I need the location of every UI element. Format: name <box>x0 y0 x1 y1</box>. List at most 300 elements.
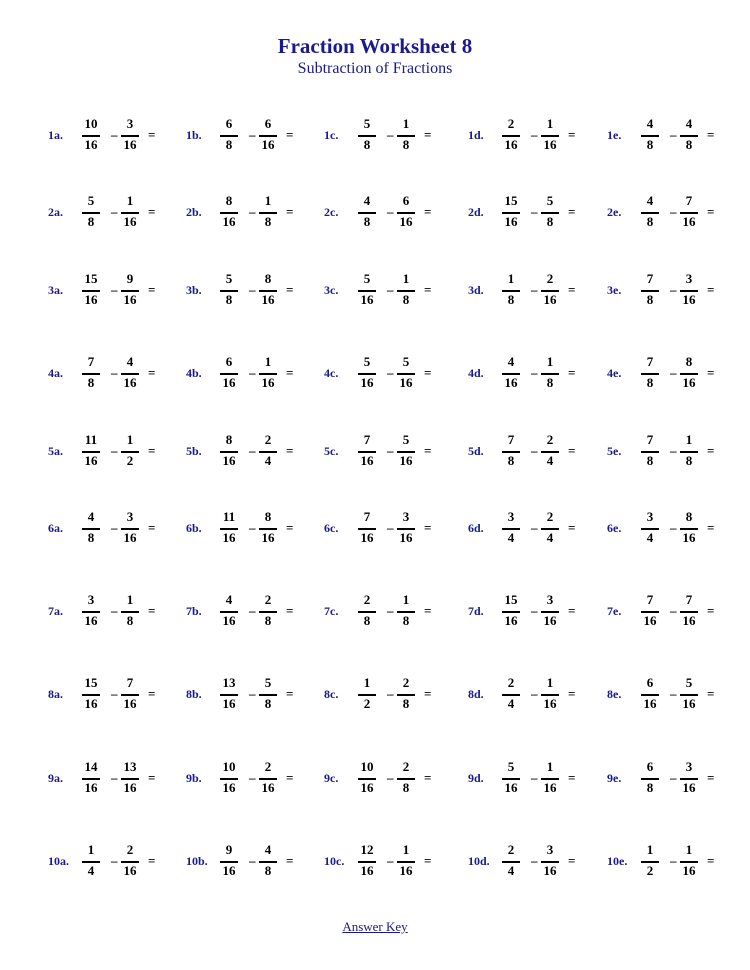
problem-label: 2d. <box>468 205 484 219</box>
numerator: 5 <box>546 193 554 208</box>
numerator: 5 <box>507 759 515 774</box>
minus-sign: – <box>531 686 538 701</box>
equals-sign: = <box>148 520 156 535</box>
problem <box>607 116 747 156</box>
problem-label: 9b. <box>186 771 202 785</box>
fraction-1 <box>76 432 106 472</box>
fraction-2 <box>535 592 565 632</box>
denominator: 16 <box>222 530 236 545</box>
denominator: 16 <box>84 453 98 468</box>
problem <box>48 354 188 394</box>
problem-label: 1d. <box>468 128 484 142</box>
equals-sign: = <box>148 686 156 701</box>
equals-sign: = <box>424 603 432 618</box>
denominator: 8 <box>646 214 654 229</box>
fraction-2 <box>253 759 283 799</box>
problem-label: 4a. <box>48 366 63 380</box>
fraction-1 <box>496 509 526 549</box>
minus-sign: – <box>111 853 118 868</box>
numerator: 2 <box>126 842 134 857</box>
numerator: 2 <box>402 675 410 690</box>
denominator: 16 <box>261 292 275 307</box>
denominator: 16 <box>84 137 98 152</box>
numerator: 8 <box>685 354 693 369</box>
problem <box>186 354 326 394</box>
minus-sign: – <box>111 770 118 785</box>
numerator: 3 <box>126 509 134 524</box>
denominator: 8 <box>685 453 693 468</box>
denominator: 2 <box>646 863 654 878</box>
problem <box>607 193 747 233</box>
numerator: 5 <box>363 271 371 286</box>
problem <box>468 271 608 311</box>
equals-sign: = <box>424 520 432 535</box>
denominator: 8 <box>402 696 410 711</box>
equals-sign: = <box>568 365 576 380</box>
fraction-2 <box>391 759 421 799</box>
fraction-2 <box>115 759 145 799</box>
fraction-1 <box>352 193 382 233</box>
fraction-1 <box>214 193 244 233</box>
denominator: 16 <box>543 863 557 878</box>
problem-label: 3a. <box>48 283 63 297</box>
denominator: 8 <box>546 375 554 390</box>
denominator: 16 <box>543 780 557 795</box>
fraction-1 <box>214 842 244 882</box>
fraction-1 <box>496 354 526 394</box>
fraction-2 <box>115 193 145 233</box>
denominator: 16 <box>123 780 137 795</box>
fraction-1 <box>635 592 665 632</box>
fraction-2 <box>535 842 565 882</box>
fraction-1 <box>352 759 382 799</box>
fraction-1 <box>635 842 665 882</box>
problem-label: 9c. <box>324 771 339 785</box>
numerator: 7 <box>646 354 654 369</box>
equals-sign: = <box>286 770 294 785</box>
problem <box>324 354 464 394</box>
denominator: 16 <box>222 780 236 795</box>
problem <box>607 354 747 394</box>
equals-sign: = <box>424 853 432 868</box>
denominator: 16 <box>643 696 657 711</box>
denominator: 16 <box>222 613 236 628</box>
minus-sign: – <box>670 770 677 785</box>
problem-label: 7a. <box>48 604 63 618</box>
equals-sign: = <box>148 204 156 219</box>
denominator: 16 <box>504 375 518 390</box>
denominator: 4 <box>507 530 515 545</box>
denominator: 8 <box>363 214 371 229</box>
numerator: 15 <box>84 675 98 690</box>
fraction-1 <box>76 842 106 882</box>
numerator: 3 <box>685 759 693 774</box>
numerator: 7 <box>363 432 371 447</box>
problem <box>468 193 608 233</box>
fraction-1 <box>76 592 106 632</box>
problem-label: 10d. <box>468 854 490 868</box>
fraction-1 <box>352 271 382 311</box>
problem-label: 4e. <box>607 366 622 380</box>
denominator: 16 <box>123 696 137 711</box>
minus-sign: – <box>387 520 394 535</box>
fraction-1 <box>352 592 382 632</box>
numerator: 1 <box>402 271 410 286</box>
equals-sign: = <box>148 443 156 458</box>
problem <box>186 592 326 632</box>
fraction-2 <box>674 193 704 233</box>
problem-label: 8b. <box>186 687 202 701</box>
problem-label: 2e. <box>607 205 622 219</box>
problem-label: 7b. <box>186 604 202 618</box>
denominator: 16 <box>84 780 98 795</box>
problem-label: 8a. <box>48 687 63 701</box>
problem <box>607 592 747 632</box>
numerator: 5 <box>685 675 693 690</box>
numerator: 7 <box>507 432 515 447</box>
fraction-1 <box>496 842 526 882</box>
denominator: 16 <box>123 292 137 307</box>
equals-sign: = <box>707 520 715 535</box>
minus-sign: – <box>531 603 538 618</box>
fraction-1 <box>214 432 244 472</box>
numerator: 2 <box>507 116 515 131</box>
numerator: 1 <box>363 675 371 690</box>
minus-sign: – <box>670 520 677 535</box>
equals-sign: = <box>707 770 715 785</box>
fraction-2 <box>115 271 145 311</box>
denominator: 16 <box>682 375 696 390</box>
problem <box>48 116 188 156</box>
problem <box>186 271 326 311</box>
problem-label: 5e. <box>607 444 622 458</box>
denominator: 8 <box>87 375 95 390</box>
equals-sign: = <box>424 770 432 785</box>
fraction-2 <box>674 759 704 799</box>
minus-sign: – <box>670 443 677 458</box>
fraction-1 <box>496 592 526 632</box>
fraction-1 <box>352 354 382 394</box>
equals-sign: = <box>424 204 432 219</box>
numerator: 8 <box>225 193 233 208</box>
numerator: 4 <box>126 354 134 369</box>
problem-label: 7d. <box>468 604 484 618</box>
denominator: 4 <box>87 863 95 878</box>
numerator: 9 <box>126 271 134 286</box>
fraction-1 <box>214 116 244 156</box>
fraction-2 <box>674 675 704 715</box>
denominator: 16 <box>682 292 696 307</box>
numerator: 1 <box>126 432 134 447</box>
problem-label: 10c. <box>324 854 345 868</box>
problem <box>468 592 608 632</box>
numerator: 1 <box>546 675 554 690</box>
equals-sign: = <box>286 282 294 297</box>
problem <box>186 842 326 882</box>
denominator: 16 <box>261 530 275 545</box>
minus-sign: – <box>531 204 538 219</box>
numerator: 3 <box>646 509 654 524</box>
denominator: 16 <box>261 137 275 152</box>
numerator: 8 <box>264 509 272 524</box>
fraction-2 <box>674 842 704 882</box>
fraction-1 <box>496 432 526 472</box>
fraction-1 <box>496 271 526 311</box>
problem-label: 1c. <box>324 128 339 142</box>
problem <box>468 509 608 549</box>
fraction-2 <box>253 509 283 549</box>
equals-sign: = <box>424 365 432 380</box>
fraction-1 <box>214 675 244 715</box>
fraction-1 <box>214 592 244 632</box>
denominator: 8 <box>264 214 272 229</box>
fraction-2 <box>115 432 145 472</box>
denominator: 16 <box>399 453 413 468</box>
denominator: 16 <box>504 214 518 229</box>
denominator: 8 <box>646 780 654 795</box>
numerator: 2 <box>546 271 554 286</box>
numerator: 2 <box>363 592 371 607</box>
minus-sign: – <box>531 443 538 458</box>
minus-sign: – <box>249 282 256 297</box>
equals-sign: = <box>286 443 294 458</box>
problem <box>607 842 747 882</box>
numerator: 1 <box>546 116 554 131</box>
numerator: 11 <box>84 432 98 447</box>
problem-label: 6c. <box>324 521 339 535</box>
denominator: 16 <box>360 453 374 468</box>
denominator: 16 <box>504 137 518 152</box>
minus-sign: – <box>387 365 394 380</box>
equals-sign: = <box>148 853 156 868</box>
problem-label: 1b. <box>186 128 202 142</box>
problem-label: 6b. <box>186 521 202 535</box>
fraction-1 <box>496 116 526 156</box>
equals-sign: = <box>568 603 576 618</box>
equals-sign: = <box>424 443 432 458</box>
problem-label: 8e. <box>607 687 622 701</box>
fraction-2 <box>253 193 283 233</box>
problem-label: 2a. <box>48 205 63 219</box>
numerator: 7 <box>685 193 693 208</box>
equals-sign: = <box>424 686 432 701</box>
numerator: 10 <box>222 759 236 774</box>
fraction-2 <box>253 271 283 311</box>
fraction-1 <box>76 509 106 549</box>
denominator: 8 <box>646 375 654 390</box>
fraction-2 <box>253 675 283 715</box>
problem-label: 9d. <box>468 771 484 785</box>
denominator: 16 <box>399 530 413 545</box>
fraction-2 <box>253 354 283 394</box>
fraction-2 <box>535 759 565 799</box>
minus-sign: – <box>387 770 394 785</box>
denominator: 16 <box>123 375 137 390</box>
fraction-2 <box>535 193 565 233</box>
denominator: 8 <box>225 137 233 152</box>
numerator: 1 <box>126 592 134 607</box>
minus-sign: – <box>249 520 256 535</box>
problem-label: 6e. <box>607 521 622 535</box>
problem-label: 5d. <box>468 444 484 458</box>
numerator: 5 <box>402 354 410 369</box>
numerator: 6 <box>646 675 654 690</box>
fraction-1 <box>76 759 106 799</box>
equals-sign: = <box>424 282 432 297</box>
minus-sign: – <box>531 365 538 380</box>
numerator: 6 <box>402 193 410 208</box>
numerator: 13 <box>123 759 137 774</box>
numerator: 15 <box>84 271 98 286</box>
minus-sign: – <box>249 204 256 219</box>
fraction-2 <box>253 116 283 156</box>
fraction-2 <box>674 509 704 549</box>
denominator: 8 <box>363 137 371 152</box>
denominator: 8 <box>87 530 95 545</box>
problem <box>607 759 747 799</box>
numerator: 4 <box>363 193 371 208</box>
numerator: 3 <box>87 592 95 607</box>
denominator: 8 <box>646 292 654 307</box>
problem <box>607 432 747 472</box>
minus-sign: – <box>387 204 394 219</box>
denominator: 8 <box>402 292 410 307</box>
denominator: 16 <box>399 863 413 878</box>
fraction-2 <box>115 842 145 882</box>
numerator: 8 <box>685 509 693 524</box>
problem <box>186 759 326 799</box>
numerator: 14 <box>84 759 98 774</box>
fraction-1 <box>214 509 244 549</box>
minus-sign: – <box>531 127 538 142</box>
problem <box>48 509 188 549</box>
equals-sign: = <box>286 204 294 219</box>
fraction-1 <box>214 759 244 799</box>
fraction-2 <box>115 592 145 632</box>
minus-sign: – <box>670 282 677 297</box>
denominator: 16 <box>399 375 413 390</box>
answer-key-link[interactable]: Answer Key <box>342 919 408 934</box>
problem <box>48 592 188 632</box>
denominator: 16 <box>682 780 696 795</box>
minus-sign: – <box>249 365 256 380</box>
problem-label: 3e. <box>607 283 622 297</box>
fraction-2 <box>391 271 421 311</box>
problem-label: 3d. <box>468 283 484 297</box>
numerator: 6 <box>264 116 272 131</box>
minus-sign: – <box>111 204 118 219</box>
problem <box>324 675 464 715</box>
fraction-1 <box>352 432 382 472</box>
numerator: 12 <box>360 842 374 857</box>
fraction-1 <box>76 675 106 715</box>
fraction-2 <box>115 675 145 715</box>
problem-label: 4c. <box>324 366 339 380</box>
minus-sign: – <box>387 853 394 868</box>
minus-sign: – <box>670 603 677 618</box>
fraction-1 <box>76 354 106 394</box>
numerator: 6 <box>646 759 654 774</box>
minus-sign: – <box>531 770 538 785</box>
denominator: 16 <box>360 780 374 795</box>
problem <box>324 759 464 799</box>
numerator: 1 <box>87 842 95 857</box>
denominator: 16 <box>222 214 236 229</box>
problem-label: 1e. <box>607 128 622 142</box>
denominator: 8 <box>402 613 410 628</box>
numerator: 3 <box>685 271 693 286</box>
numerator: 1 <box>264 193 272 208</box>
denominator: 4 <box>507 696 515 711</box>
numerator: 13 <box>222 675 236 690</box>
denominator: 16 <box>123 214 137 229</box>
numerator: 1 <box>264 354 272 369</box>
fraction-1 <box>76 271 106 311</box>
denominator: 16 <box>399 214 413 229</box>
minus-sign: – <box>249 686 256 701</box>
fraction-2 <box>391 193 421 233</box>
fraction-2 <box>674 354 704 394</box>
problem <box>468 759 608 799</box>
numerator: 7 <box>126 675 134 690</box>
numerator: 2 <box>264 432 272 447</box>
minus-sign: – <box>111 365 118 380</box>
problem <box>324 509 464 549</box>
equals-sign: = <box>568 770 576 785</box>
numerator: 3 <box>402 509 410 524</box>
numerator: 3 <box>546 592 554 607</box>
denominator: 16 <box>222 375 236 390</box>
denominator: 16 <box>123 137 137 152</box>
denominator: 16 <box>84 292 98 307</box>
denominator: 16 <box>360 530 374 545</box>
fraction-2 <box>674 432 704 472</box>
numerator: 7 <box>685 592 693 607</box>
denominator: 16 <box>643 613 657 628</box>
fraction-2 <box>253 842 283 882</box>
equals-sign: = <box>707 127 715 142</box>
fraction-1 <box>352 116 382 156</box>
numerator: 1 <box>507 271 515 286</box>
denominator: 8 <box>507 292 515 307</box>
numerator: 1 <box>546 759 554 774</box>
minus-sign: – <box>111 686 118 701</box>
numerator: 6 <box>225 116 233 131</box>
fraction-2 <box>535 116 565 156</box>
problem-label: 10b. <box>186 854 208 868</box>
equals-sign: = <box>148 365 156 380</box>
numerator: 7 <box>646 592 654 607</box>
equals-sign: = <box>568 204 576 219</box>
denominator: 8 <box>646 137 654 152</box>
fraction-2 <box>391 842 421 882</box>
problem <box>324 842 464 882</box>
fraction-1 <box>635 432 665 472</box>
minus-sign: – <box>111 520 118 535</box>
numerator: 8 <box>225 432 233 447</box>
problem <box>48 842 188 882</box>
numerator: 1 <box>402 842 410 857</box>
fraction-1 <box>635 193 665 233</box>
fraction-2 <box>391 432 421 472</box>
problem-label: 7e. <box>607 604 622 618</box>
numerator: 1 <box>546 354 554 369</box>
problem-label: 1a. <box>48 128 63 142</box>
numerator: 2 <box>264 592 272 607</box>
denominator: 16 <box>682 613 696 628</box>
problem-label: 7c. <box>324 604 339 618</box>
denominator: 8 <box>264 613 272 628</box>
